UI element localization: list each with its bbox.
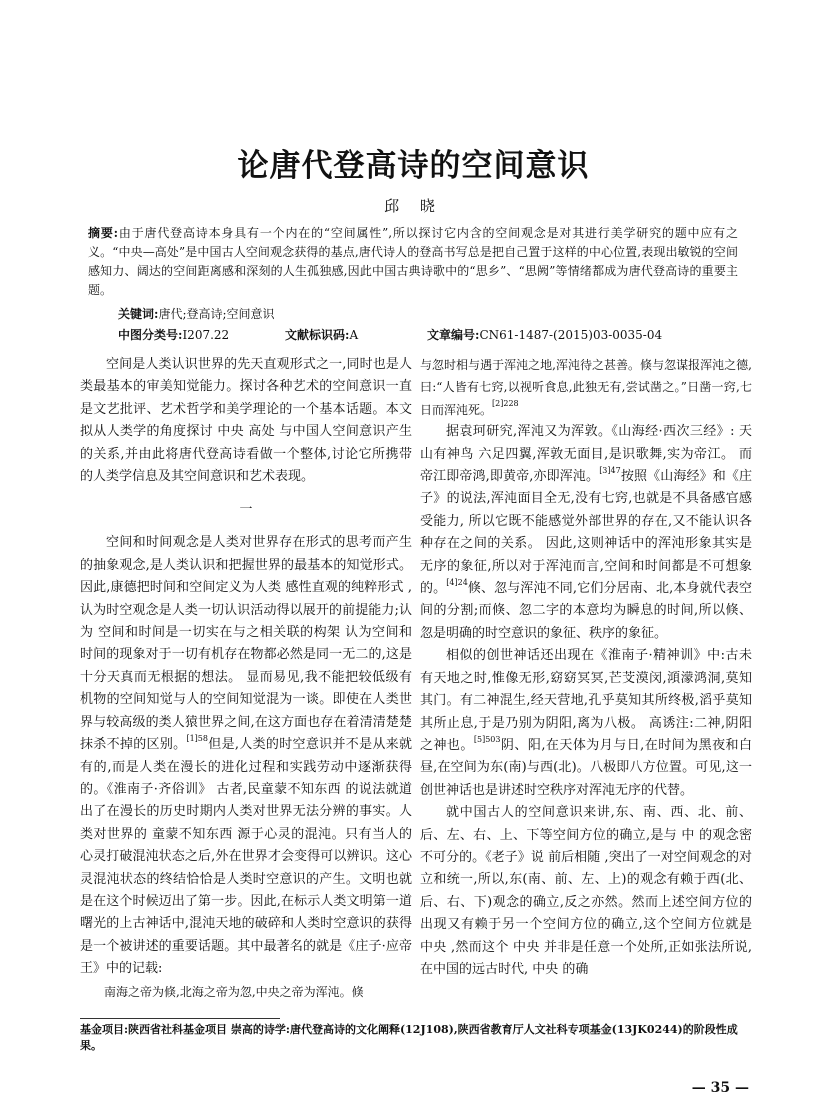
body-paragraph: 就中国古人的空间意识来讲,东、南、西、北、前、后、左、右、上、下等空间方位的确立,是与 中 的观念密不可分的。《老子》说 前后相随 ,突出了一对空间观念的对立和统一,所以,东(南、前、左、上)的观念有赖于西(北、后、右、下)观念的确立,反之亦然。然而上述空间方位的出现又有赖于另一个空间方位的确立,这个空间方位就是 中央 ,然而这个 中央 并非是任意一个处所,正如张法所说,在中国的远古时代, 中央 的确 [420, 805, 752, 977]
citation-ref: [4]24 [446, 578, 468, 588]
body-text: 据袁珂研究,浑沌又为浑敦。《山海经·西次三经》: 天山有神鸟 六足四翼,浑敦无面目,是识歌舞,实为帝江。 而帝江即帝鸿,即黄帝,亦即浑沌。 [420, 424, 752, 485]
abstract-text: 由于唐代登高诗本身具有一个内在的“空间属性”,所以探讨它内含的空间观念是对其进行美学研究的题中应有之义。“中央—高处”是中国古人空间观念获得的基点,唐代诗人的登高书写总是把自己置于这样的中心位置,表现出敏锐的空间感知力、阔达的空间距离感和深刻的人生孤独感,因此中国古典诗歌中的“思乡”、“思阙”等情绪都成为唐代登高诗的重要主题。 [88, 226, 738, 297]
citation-ref: [3]47 [599, 466, 621, 476]
left-column [80, 354, 412, 1003]
citation-ref: [2]228 [492, 398, 519, 408]
body-paragraph [420, 645, 752, 802]
body-paragraph [420, 421, 752, 645]
article-number [427, 326, 662, 343]
classification-code-value: I207.22 [182, 328, 230, 342]
body-paragraph [80, 532, 412, 980]
paper-title: 论唐代登高诗的空间意识 [237, 148, 590, 184]
quote-text: 与忽时相与遇于浑沌之地,浑沌待之甚善。倏与忽谋报浑沌之德,曰:“人皆有七窍,以视听食息,此独无有,尝试凿之。”日凿一窍,七日而浑沌死。 [420, 358, 752, 417]
body-text: 阴、阳,在天体为月与日,在时间为黑夜和白昼,在空间为东(南)与西(北)。八极即八方位置。可见,这一创世神话也是讲述时空秩序对浑沌无序的代替。 [420, 737, 752, 798]
body-text: 但是,人类的时空意识并不是从来就有的,而是人类在漫长的进化过程和实践劳动中逐渐获得的。《淮南子·齐俗训》 古者,民童蒙不知东西 的说法就道出了在漫长的历史时期内人类对世界无法分辨的事实。人类对世界的 童蒙不知东西 源于心灵的混沌。只有当人的心灵打破混沌状态之后,外在世界才会变得可以辨识。这心灵混沌状态的终结恰恰是人类时空意识的产生。文明也就是在这个时候迈出了第一步。因此,在标示人类文明第一道曙光的上古神话中,混沌天地的破碎和人类时空意识的获得是一个被讲述的重要话题。其中最著名的就是《庄子·应帝王》中的记载: [80, 737, 412, 977]
article-number-label: 文章编号: [427, 328, 480, 342]
quote-continuation [420, 354, 752, 421]
citation-ref: [1]58 [186, 734, 208, 744]
body-text: 按照《山海经》和《庄子》的说法,浑沌面目全无,没有七窍,也就是不具备感官感受能力, 所以它既不能感觉外部世界的存在,又不能认识各种存在之间的关系。 因此,这则神话中的浑沌形象其实是无序的象征,所以对于浑沌而言,空间和时间都是不可想象的。 [420, 469, 752, 597]
document-code [285, 326, 358, 343]
section-heading: 一 [239, 502, 253, 518]
abstract-label: 摘要: [88, 226, 119, 240]
body-text: 空间和时间观念是人类对世界存在形式的思考而产生的抽象观念,是人类认识和把握世界的最基本的知觉形式。因此,康德把时间和空间定义为人类 感性直观的纯粹形式 ,认为时空观念是人类一切认识活动得以展开的前提能力;认为 空间和时间是一切实在与之相关联的构架 认为空间和时间的现象对于一切有机存在物都必然是同一无二的,这是十分天真而无根据的想法。 显而易见,我不能把较低级有机物的空间知觉与人的空间知觉混为一谈。即使在人类世界与较高级的类人猿世界之间,在这方面也存在着清清楚楚抹杀不掉的区别。 [80, 535, 412, 753]
page-number: — 35 — [691, 1080, 749, 1096]
document-code-label: 文献标识码: [285, 328, 350, 342]
author-name: 邱 晓 [384, 197, 443, 215]
intro-paragraph: 空间是人类认识世界的先天直观形式之一,同时也是人类最基本的审美知觉能力。探讨各种艺术的空间意识一直是文艺批评、艺术哲学和美学理论的一个基本话题。本文拟从人类学的角度探讨 中央 高处 与中国人空间意识产生的关系,并由此将唐代登高诗看做一个整体,讨论它所携带的人类学信息及其空间意识和艺术表现。 [80, 357, 412, 485]
citation-ref: [5]503 [473, 734, 501, 744]
article-number-value: CN61-1487-(2015)03-0035-04 [479, 328, 663, 342]
funding-footnote: 基金项目:陕西省社科基金项目 崇高的诗学:唐代登高诗的文化阐释(12J108),陕西省教育厅人文社科专项基金(13JK0244)的阶段性成果。 [80, 1023, 738, 1052]
body-text: 相似的创世神话还出现在《淮南子·精神训》中:古未有天地之时,惟像无形,窈窈冥冥,芒芠漠闵,澒濛鸿洞,莫知其门。有二神混生,经天营地,孔乎莫知其所终极,滔乎莫知其所止息,于是乃别为阴阳,离为八极。 高诱注:二神,阴阳之神也。 [420, 648, 752, 753]
document-code-value: A [349, 328, 359, 342]
keywords [118, 305, 738, 324]
keywords-text: 唐代;登高诗;空间意识 [158, 307, 275, 321]
keywords-label: 关键词: [118, 307, 159, 321]
classification-code-label: 中图分类号: [118, 328, 183, 342]
footnote-divider [80, 1018, 280, 1019]
body-text: 倏、忽与浑沌不同,它们分居南、北,本身就代表空间的分割;而倏、忽二字的本意均为瞬息的时间,所以倏、忽是明确的时空意识的象征、秩序的象征。 [420, 581, 752, 641]
right-column [420, 354, 752, 981]
quote-paragraph: 南海之帝为倏,北海之帝为忽,中央之帝为浑沌。倏 [104, 984, 364, 999]
abstract [88, 224, 738, 300]
classification-code [118, 326, 229, 343]
